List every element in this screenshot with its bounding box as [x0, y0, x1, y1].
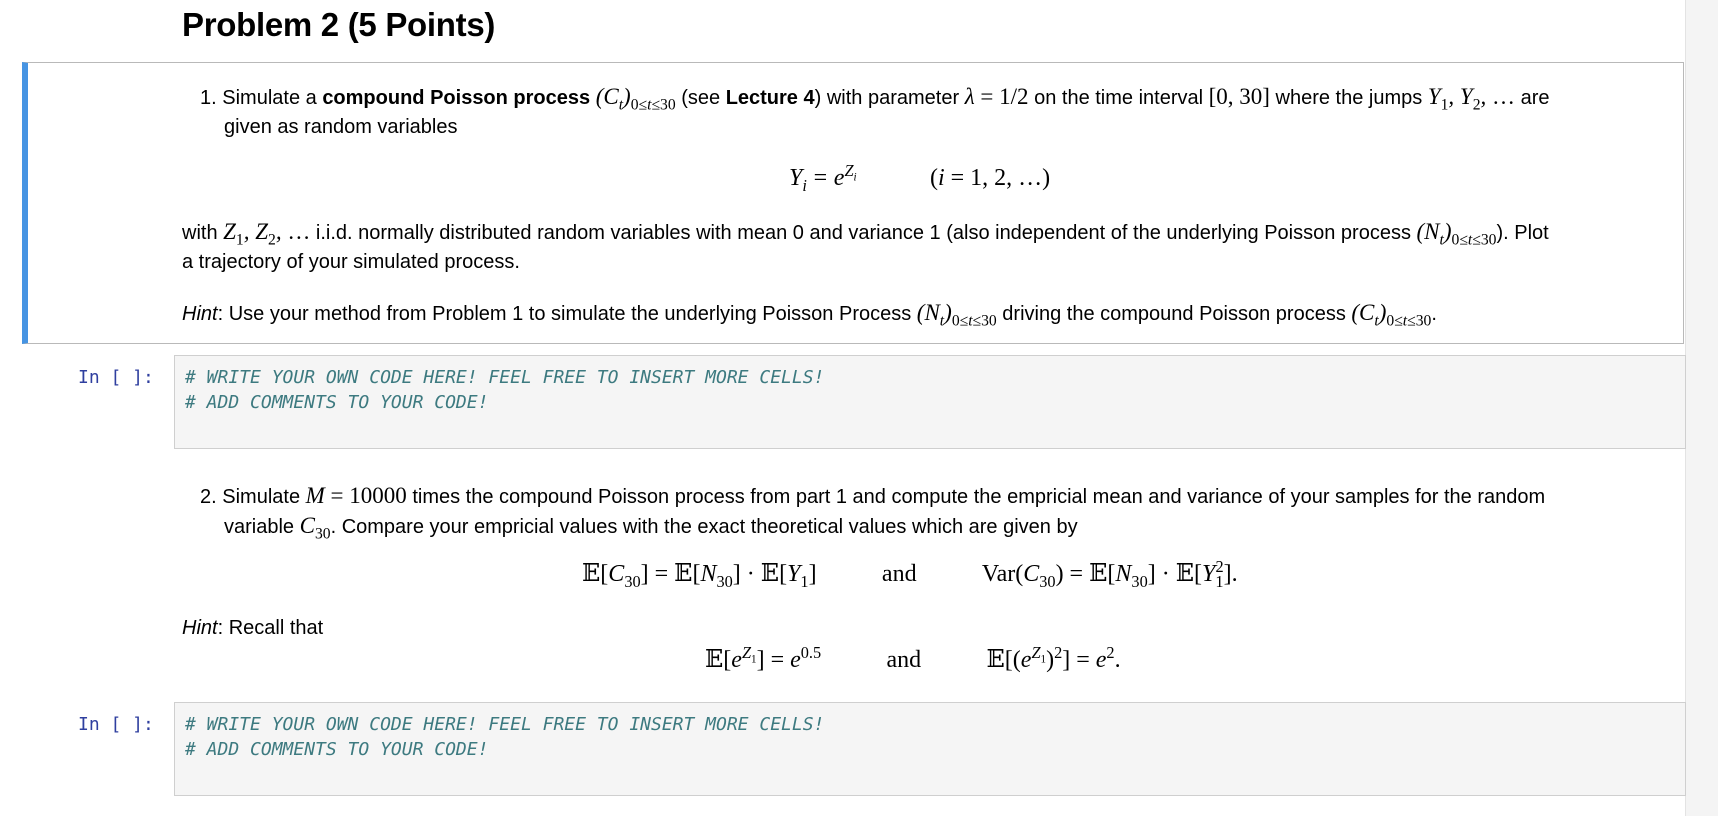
part2-line1: 2. Simulate M = 10000 times the compound Poisson process from part 1 and compute the empricial mean and variance of your samples for the random — [200, 483, 1546, 508]
code-cell-1-prompt: In [ ]: — [78, 367, 154, 388]
theoretical-values-equation: $𝔼[C_{30}]$ = $𝔼[N_{30}]$ · $𝔼[Y_1]$ and $Var(C_{30})$ = $𝔼[N_{30}]$ · $𝔼[Y_1^2]$. — [582, 557, 1238, 591]
normal-variables-symbol: $Z_1$, $Z_2$, … — [223, 219, 311, 249]
code-cell-2[interactable] — [174, 702, 1686, 796]
part1-line1: 1. Simulate a compound Poisson process $(C_t)_{0\le t\le 30}$ (see Lecture 4) with parameter λ = 1/2 on the time interval [0, 30] where the jumps $Y_1$, $Y_2$, … are — [200, 84, 1550, 114]
moment-identities-equation: $𝔼[e^{Z_1}] = e^{0.5}$ and $𝔼[(e^{Z_1})^2] = e^2$. — [705, 643, 1121, 673]
lambda-parameter: λ = 1/2 — [964, 84, 1029, 109]
jump-definition-equation: $Y_i = e^{Z_i}$ (i = 1, 2, …) — [789, 161, 1051, 195]
code-cell-1[interactable] — [174, 355, 1686, 449]
part1-paragraph-line2: a trajectory of your simulated process. — [182, 251, 520, 273]
code-comment-line: # ADD COMMENTS TO YOUR CODE! — [185, 739, 489, 760]
code-comment-line: # WRITE YOUR OWN CODE HERE! FEEL FREE TO INSERT MORE CELLS! — [185, 367, 825, 388]
part1-line2: given as random variables — [224, 116, 458, 138]
jumps-symbol: $Y_1$, $Y_2$, … — [1427, 84, 1516, 114]
part1-number: 1. — [200, 87, 217, 109]
compound-process-symbol: $(C_t)_{0\le t\le 30}$ — [595, 84, 676, 114]
sample-count-symbol: M = 10000 — [305, 483, 407, 508]
part1-hint: Hint: Use your method from Problem 1 to simulate the underlying Poisson Process $(N_t)_{0\le t\le 30}$ driving the compound Poisson process $(C_t)_{0\le t\le 30}$. — [182, 300, 1437, 330]
code-comment-line: # ADD COMMENTS TO YOUR CODE! — [185, 392, 489, 413]
part1-paragraph: with $Z_1$, $Z_2$, … i.i.d. normally distributed random variables with mean 0 and variance 1 (also independent of the underlying Poisson process $(N_t)_{0\le t\le 30}$). Plot — [182, 219, 1549, 249]
part2-line2: variable $C_{30}$. Compare your empricial values with the exact theoretical values which are given by — [224, 513, 1078, 543]
part2-hint: Hint: Recall that — [182, 617, 324, 639]
code-comment-line: # WRITE YOUR OWN CODE HERE! FEEL FREE TO INSERT MORE CELLS! — [185, 714, 825, 735]
notebook-scrollbar[interactable] — [1685, 0, 1718, 816]
index-range: (i = 1, 2, …) — [929, 165, 1051, 191]
code-cell-2-prompt: In [ ]: — [78, 714, 154, 735]
poisson-process-symbol: $(N_t)_{0\le t\le 30}$ — [1416, 219, 1497, 249]
problem-heading: Problem 2 (5 Points) — [182, 6, 496, 43]
part2-number: 2. — [200, 486, 217, 508]
time-interval: [0, 30] — [1208, 84, 1270, 109]
